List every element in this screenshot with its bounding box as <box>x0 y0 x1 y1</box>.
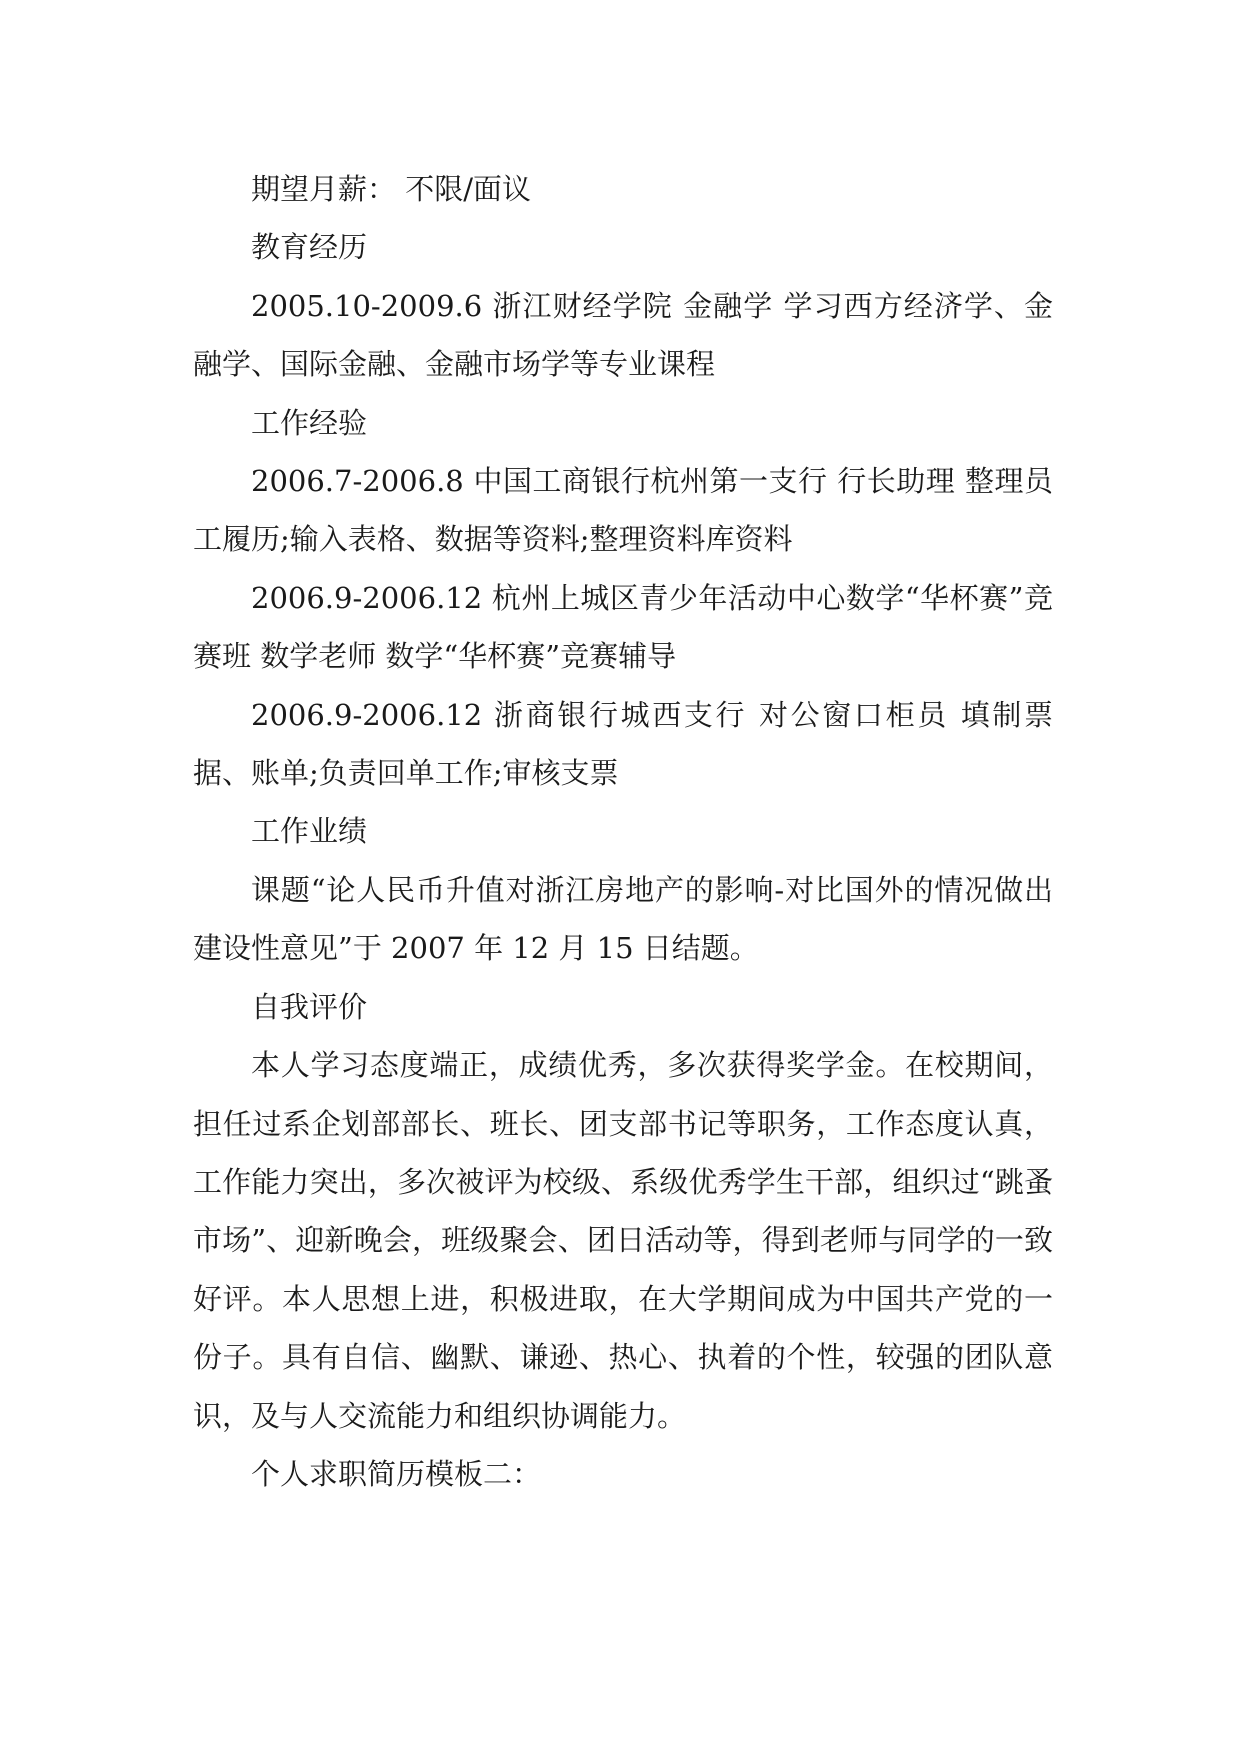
self-evaluation-text: 本人学习态度端正，成绩优秀，多次获得奖学金。在校期间，担任过系企划部部长、班长、团支部书记等职务，工作态度认真，工作能力突出，多次被评为校级、系级优秀学生干部，组织过“跳蚤市场”、迎新晚会，班级聚会、团日活动等，得到老师与同学的一致好评。本人思想上进，积极进取，在大学期间成为中国共产党的一份子。具有自信、幽默、谦逊、热心、执着的个性，较强的团队意识，及与人交流能力和组织协调能力。 <box>193 1048 1053 1433</box>
work-entry-icbc: 2006.7-2006.8 中国工商银行杭州第一支行 行长助理 整理员工履历;输入表格、数据等资料;整理资料库资料 <box>193 464 1053 557</box>
self-evaluation-heading: 自我评价 <box>251 989 368 1024</box>
achievement-entry: 课题“论人民币升值对浙江房地产的影响-对比国外的情况做出建设性意见”于 2007 年 12 月 15 日结题。 <box>193 872 1053 966</box>
education-heading: 教育经历 <box>251 230 368 265</box>
work-entry-czbank: 2006.9-2006.12 浙商银行城西支行 对公窗口柜员 填制票据、账单;负责回单工作;审核支票 <box>193 697 1053 791</box>
document-body <box>193 160 1053 1503</box>
education-entry: 2005.10-2009.6 浙江财经学院 金融学 学习西方经济学、金融学、国际金融、金融市场学等专业课程 <box>193 288 1053 382</box>
template-two-heading: 个人求职简历模板二： <box>251 1456 542 1491</box>
work-experience-heading: 工作经验 <box>251 405 368 440</box>
expected-salary-line: 期望月薪： 不限/面议 <box>251 172 531 206</box>
work-entry-youth-center: 2006.9-2006.12 杭州上城区青少年活动中心数学“华杯赛”竞赛班 数学老师 数学“华杯赛”竞赛辅导 <box>193 580 1053 674</box>
achievements-heading: 工作业绩 <box>251 814 368 849</box>
